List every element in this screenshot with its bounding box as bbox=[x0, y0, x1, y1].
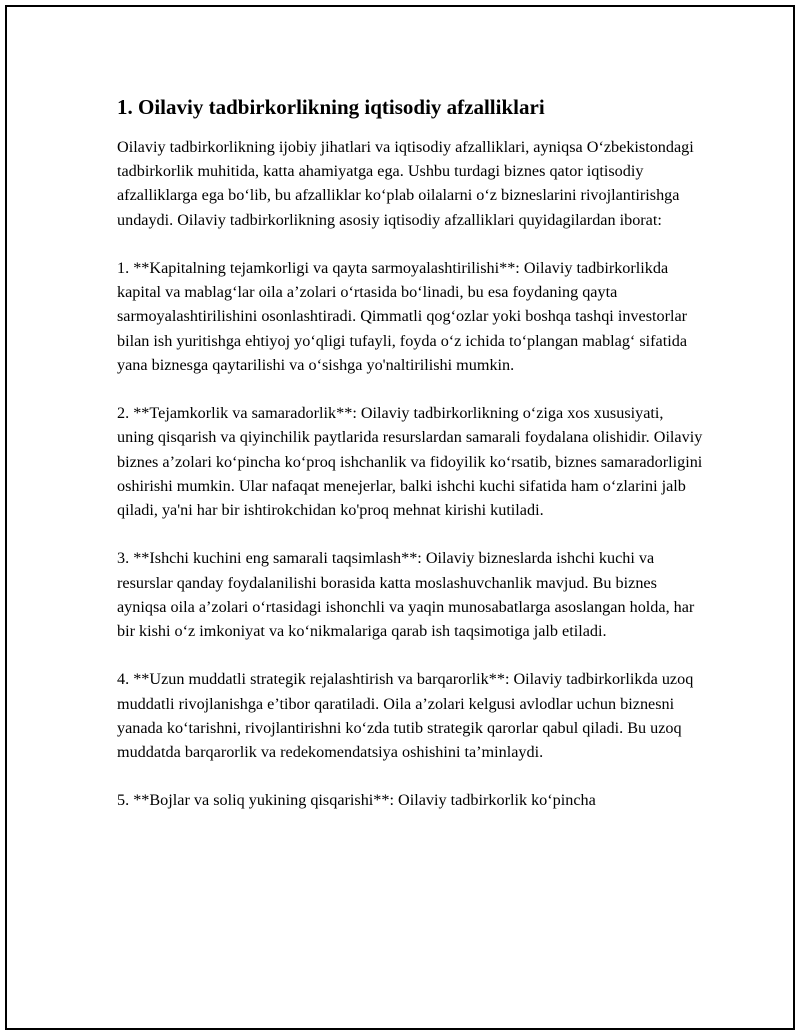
paragraph-item-2: 2. **Tejamkorlik va samaradorlik**: Oilaviy tadbirkorlikning o‘ziga xos xususiyati, uning qisqarish va qiyinchilik paytlarida resurslardan samarali foydalana olishidir. Oilaviy biznes a’zolari ko‘pincha ko‘proq ishchanlik va fidoyilik ko‘rsatib, biznes samaradorligini oshirishi mumkin. Ular nafaqat menejerlar, balki ishchi kuchi sifatida ham o‘zlarini jalb qiladi, ya'ni har bir ishtirokchidan ko'proq mehnat kirishi kutiladi. bbox=[117, 404, 703, 520]
paragraph-item-3: 3. **Ishchi kuchini eng samarali taqsimlash**: Oilaviy bizneslarda ishchi kuchi va resurslar qanday foydalanilishi borasida katta moslashuvchanlik mavjud. Bu biznes ayniqsa oila a’zolari o‘rtasidagi ishonchli va yaqin munosabatlarga asoslangan holda, har bir kishi o‘z imkoniyat va ko‘nikmalariga qarab ish taqsimotiga jalb etiladi. bbox=[117, 549, 695, 641]
paragraph-item-5: 5. **Bojlar va soliq yukining qisqarishi**: Oilaviy tadbirkorlik ko‘pincha bbox=[117, 791, 596, 810]
paragraph-intro: Oilaviy tadbirkorlikning ijobiy jihatlari va iqtisodiy afzalliklari, ayniqsa O‘zbekistondagi tadbirkorlik muhitida, katta ahamiyatga ega. Ushbu turdagi biznes qator iqtisodiy afzalliklarga ega bo‘lib, bu afzalliklar ko‘plab oilalarni o‘z bizneslarini rivojlantirishga undaydi. Oilaviy tadbirkorlikning asosiy iqtisodiy afzalliklari quyidagilardan iborat: bbox=[117, 138, 694, 229]
paragraph-item-1: 1. **Kapitalning tejamkorligi va qayta sarmoyalashtirilishi**: Oilaviy tadbirkorlikda kapital va mablag‘lar oila a’zolari o‘rtasida bo‘linadi, bu esa foydaning qayta sarmoyalashtirilishini osonlashtiradi. Qimmatli qog‘ozlar yoki boshqa tashqi investorlar bilan ish yuritishga ehtiyoj yo‘qligi tufayli, foyda o‘z ichida to‘plangan mablag‘ sifatida yana biznesga qaytarilishi va o‘sishga yo'naltirilishi mumkin. bbox=[117, 259, 688, 374]
document-body bbox=[117, 92, 703, 837]
section-heading: 1. Oilaviy tadbirkorlikning iqtisodiy afzalliklari bbox=[117, 95, 545, 119]
paragraph-item-4: 4. **Uzun muddatli strategik rejalashtirish va barqarorlik**: Oilaviy tadbirkorlikda uzoq muddatli rivojlanishga e’tibor qaratiladi. Oila a’zolari kelgusi avlodlar uchun biznesni yanada ko‘tarishni, rivojlantirishni ko‘zda tutib strategik qarorlar qabul qiladi. Bu uzoq muddatda barqarorlik va redekomendatsiya oshishini ta’minlaydi. bbox=[117, 670, 694, 762]
